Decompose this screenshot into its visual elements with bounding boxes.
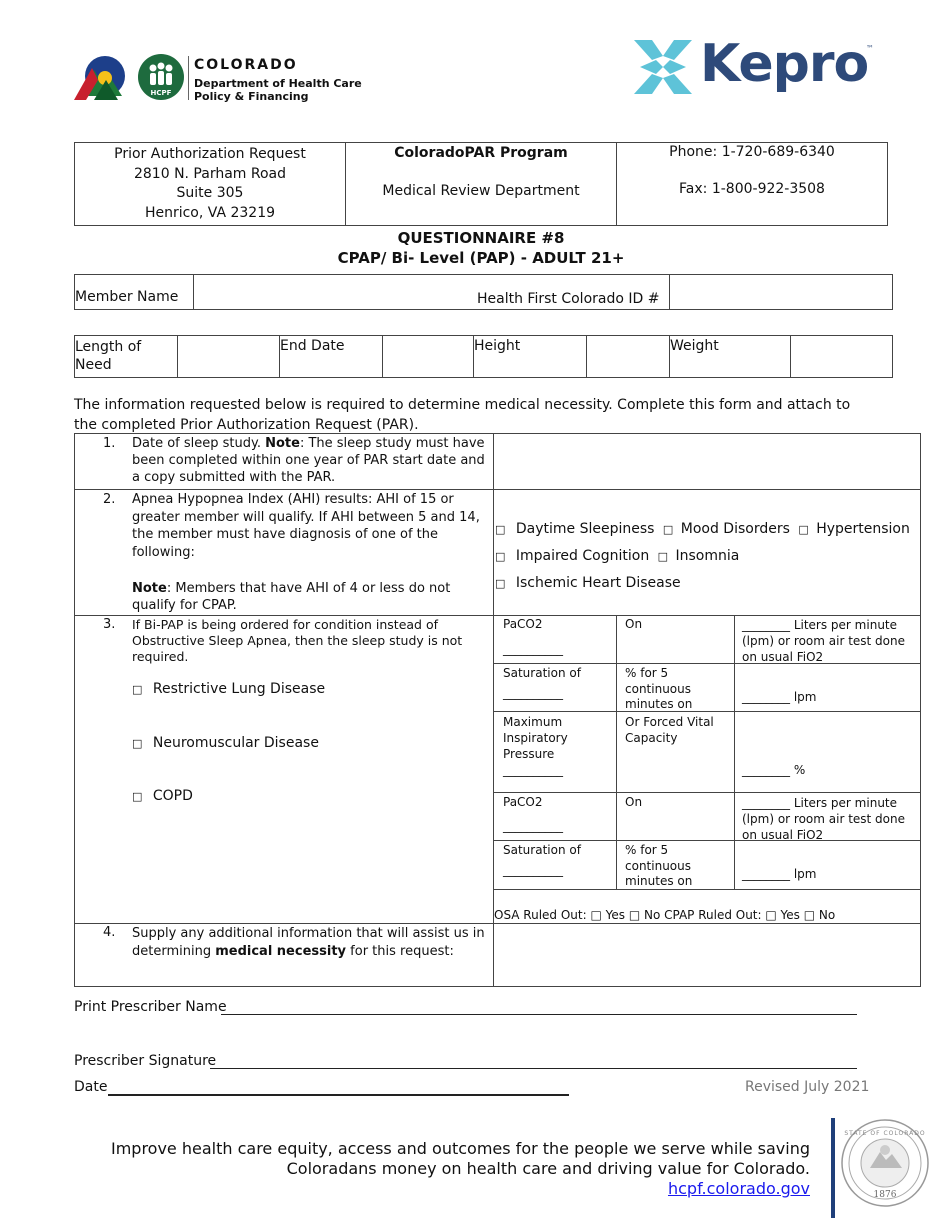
length-of-need-field[interactable] bbox=[178, 336, 279, 377]
family-icon bbox=[138, 60, 184, 90]
weight-field[interactable] bbox=[791, 336, 892, 377]
question-3-text: If Bi-PAP is being ordered for condition instead of Obstructive Sleep Apnea, then the sleep study is not required. bbox=[132, 617, 463, 664]
print-prescriber-name-label: Print Prescriber Name bbox=[74, 999, 227, 1015]
hypertension-label: Hypertension bbox=[816, 521, 910, 537]
on-label-2: On bbox=[625, 795, 643, 809]
footer-line-1: Improve health care equity, access and outcomes for the people we serve while saving bbox=[110, 1139, 810, 1158]
height-label: Height bbox=[474, 338, 521, 354]
prescriber-signature-field[interactable] bbox=[210, 1054, 857, 1069]
question-4-bold: medical necessity bbox=[215, 944, 347, 959]
restrictive-lung-option bbox=[132, 681, 325, 697]
kepro-logo bbox=[630, 34, 880, 100]
question-1-text bbox=[132, 435, 490, 486]
additional-info-field[interactable] bbox=[494, 924, 920, 986]
height-field[interactable] bbox=[587, 336, 669, 377]
questions-table bbox=[74, 433, 921, 987]
colorado-title: COLORADO bbox=[194, 57, 298, 73]
phone-number: Phone: 1-720-689-6340 bbox=[669, 144, 835, 160]
mood-disorders-label: Mood Disorders bbox=[680, 521, 790, 537]
prescriber-signature-label: Prescriber Signature bbox=[74, 1053, 217, 1069]
end-date-field[interactable] bbox=[383, 336, 473, 377]
address-street: 2810 N. Parham Road bbox=[133, 165, 287, 182]
question-2-text: Apnea Hypopnea Index (AHI) results: AHI of 15 or greater member will qualify. If AHI between 5 and 14, the member must have diagnosis of one of the following: bbox=[132, 492, 480, 560]
question-1-note: Note bbox=[265, 436, 300, 451]
max-inspiratory-label: Maximum Inspiratory Pressure bbox=[503, 715, 568, 761]
lpm-field-5-unit: lpm bbox=[793, 867, 817, 881]
title-line-2: CPAP/ Bi- Level (PAP) - ADULT 21+ bbox=[337, 249, 625, 267]
lpm-field-2-line: ________ bbox=[742, 690, 790, 704]
question-4-text bbox=[132, 925, 490, 961]
pct-field-unit: % bbox=[793, 763, 806, 777]
hcpf-website-link[interactable]: hcpf.colorado.gov bbox=[667, 1179, 810, 1198]
colorado-flag-mountain-icon bbox=[74, 54, 136, 102]
member-name-field[interactable] bbox=[194, 275, 476, 309]
neuromuscular-label: Neuromuscular Disease bbox=[152, 735, 319, 751]
lpm-blank-1-line: ________ bbox=[742, 618, 790, 632]
max-inspiratory-blank[interactable]: __________ bbox=[503, 763, 563, 777]
logo-divider bbox=[188, 56, 189, 100]
dept-line-1: Department of Health Care bbox=[194, 77, 362, 90]
hfc-id-label: Health First Colorado ID # bbox=[477, 291, 660, 307]
member-name-label: Member Name bbox=[75, 289, 179, 305]
question-1-number: 1. bbox=[103, 436, 116, 451]
lpm-field-2-unit: lpm bbox=[793, 690, 817, 704]
restrictive-lung-label: Restrictive Lung Disease bbox=[152, 681, 326, 697]
colorado-hcpf-logo bbox=[74, 52, 364, 104]
print-prescriber-name-field[interactable] bbox=[221, 1000, 857, 1015]
paco2-label-2: PaCO2 bbox=[503, 795, 543, 809]
question-2-note-text: : Members that have AHI of 4 or less do not qualify for CPAP. bbox=[132, 581, 451, 613]
hypertension-checkbox[interactable]: □ bbox=[798, 523, 809, 536]
weight-label: Weight bbox=[670, 338, 719, 354]
mood-disorders-checkbox[interactable]: □ bbox=[662, 523, 674, 536]
state-seal bbox=[840, 1118, 930, 1208]
impaired-cognition-label: Impaired Cognition bbox=[515, 548, 650, 564]
length-of-need-label bbox=[75, 338, 141, 374]
restrictive-lung-checkbox[interactable]: □ bbox=[132, 683, 143, 696]
impaired-cognition-checkbox[interactable]: □ bbox=[495, 550, 506, 563]
par-address bbox=[75, 145, 345, 223]
lpm-blank-1[interactable] bbox=[742, 617, 916, 665]
paco2-blank-2[interactable]: __________ bbox=[503, 819, 563, 833]
intro-line-1: The information requested below is required to determine medical necessity. Complete this form and attach to bbox=[74, 397, 851, 413]
member-row bbox=[74, 274, 893, 310]
saturation-label-1: Saturation of bbox=[503, 666, 581, 680]
saturation-blank-1[interactable]: __________ bbox=[503, 686, 563, 700]
ischemic-heart-label: Ischemic Heart Disease bbox=[515, 575, 681, 591]
kepro-x-icon bbox=[630, 36, 696, 98]
copd-label: COPD bbox=[152, 788, 193, 804]
par-title: Prior Authorization Request bbox=[114, 146, 306, 162]
question-2-note bbox=[132, 580, 490, 614]
paco2-blank-1[interactable]: __________ bbox=[503, 642, 563, 656]
lpm-field-5-line: ________ bbox=[742, 867, 790, 881]
department-name: Medical Review Department bbox=[382, 183, 580, 199]
lpm-field-5[interactable] bbox=[742, 867, 816, 881]
hfc-id-field[interactable] bbox=[670, 275, 892, 309]
date-label: Date bbox=[74, 1079, 108, 1095]
lpm-long-4: Liters per minute (lpm) or room air test done on usual FiO2 bbox=[742, 796, 906, 842]
intro-text bbox=[74, 395, 914, 435]
insomnia-label: Insomnia bbox=[675, 548, 740, 564]
pct-for5-label-2: % for 5 continuous minutes on bbox=[625, 843, 693, 888]
seal-year: 1876 bbox=[873, 1190, 897, 1200]
hcpf-badge bbox=[138, 54, 184, 100]
dept-line-2: Policy & Financing bbox=[194, 90, 309, 103]
address-suite: Suite 305 bbox=[176, 185, 244, 201]
hcpf-badge-text: HCPF bbox=[150, 89, 172, 97]
copd-option bbox=[132, 788, 193, 804]
question-1-pre: Date of sleep study. bbox=[132, 436, 266, 451]
info-box bbox=[74, 142, 888, 226]
title-line-1: QUESTIONNAIRE #8 bbox=[397, 229, 565, 247]
insomnia-checkbox[interactable]: □ bbox=[657, 550, 669, 563]
paco2-label-1: PaCO2 bbox=[503, 617, 543, 631]
kepro-tm: ™ bbox=[866, 44, 874, 53]
footer-mission bbox=[111, 1139, 810, 1199]
copd-checkbox[interactable]: □ bbox=[132, 790, 143, 803]
need-row bbox=[74, 335, 893, 378]
saturation-label-2: Saturation of bbox=[503, 843, 581, 857]
osa-cpap-ruled-out[interactable]: OSA Ruled Out: □ Yes □ No CPAP Ruled Out: □ Yes □ No bbox=[494, 908, 836, 922]
program-name: ColoradoPAR Program bbox=[394, 145, 568, 161]
footer-line-2: Coloradans money on health care and driving value for Colorado. bbox=[286, 1159, 810, 1178]
question-4-number: 4. bbox=[103, 925, 116, 940]
seal-text: STATE OF COLORADO bbox=[844, 1130, 926, 1137]
ischemic-heart-checkbox[interactable]: □ bbox=[495, 577, 506, 590]
length-of-need-line-1: Length of bbox=[75, 339, 142, 355]
question-2-number: 2. bbox=[103, 492, 116, 507]
question-4-pre: Supply any additional information that will assist us in determining bbox=[132, 926, 485, 959]
footer-divider bbox=[831, 1118, 835, 1218]
address-city: Henrico, VA 23219 bbox=[144, 204, 276, 221]
pct-field[interactable] bbox=[742, 763, 805, 777]
question-3-number: 3. bbox=[103, 617, 116, 632]
questionnaire-title bbox=[74, 228, 888, 268]
sleep-study-date-field[interactable] bbox=[494, 434, 920, 489]
pct-for5-label-1: % for 5 continuous minutes on bbox=[625, 666, 693, 711]
lpm-long-1: Liters per minute (lpm) or room air test done on usual FiO2 bbox=[742, 618, 906, 664]
length-of-need-line-2: Need bbox=[75, 357, 112, 373]
lpm-blank-4[interactable] bbox=[742, 795, 916, 843]
neuromuscular-option bbox=[132, 735, 319, 751]
on-label-1: On bbox=[625, 617, 643, 631]
saturation-blank-2[interactable]: __________ bbox=[503, 863, 563, 877]
revised-date: Revised July 2021 bbox=[745, 1079, 870, 1095]
forced-vital-label: Or Forced Vital Capacity bbox=[625, 715, 714, 745]
question-2-note-label: Note bbox=[132, 581, 167, 596]
date-field[interactable] bbox=[108, 1080, 569, 1096]
kepro-wordmark: Kepro bbox=[700, 34, 869, 94]
ahi-diagnosis-options bbox=[495, 516, 919, 597]
question-4-post: for this request: bbox=[346, 944, 454, 959]
fax-number: Fax: 1-800-922-3508 bbox=[679, 181, 825, 197]
daytime-sleepiness-label: Daytime Sleepiness bbox=[515, 521, 655, 537]
lpm-blank-4-line: ________ bbox=[742, 796, 790, 810]
question-1-post: : The sleep study must have been completed within one year of PAR start date and a copy submitted with the PAR. bbox=[132, 436, 485, 485]
intro-line-2: the completed Prior Authorization Request (PAR). bbox=[74, 417, 419, 433]
pct-field-line: ________ bbox=[742, 763, 790, 777]
neuromuscular-checkbox[interactable]: □ bbox=[132, 737, 143, 750]
lpm-field-2[interactable] bbox=[742, 690, 816, 704]
end-date-label: End Date bbox=[280, 338, 345, 354]
daytime-sleepiness-checkbox[interactable]: □ bbox=[495, 523, 506, 536]
